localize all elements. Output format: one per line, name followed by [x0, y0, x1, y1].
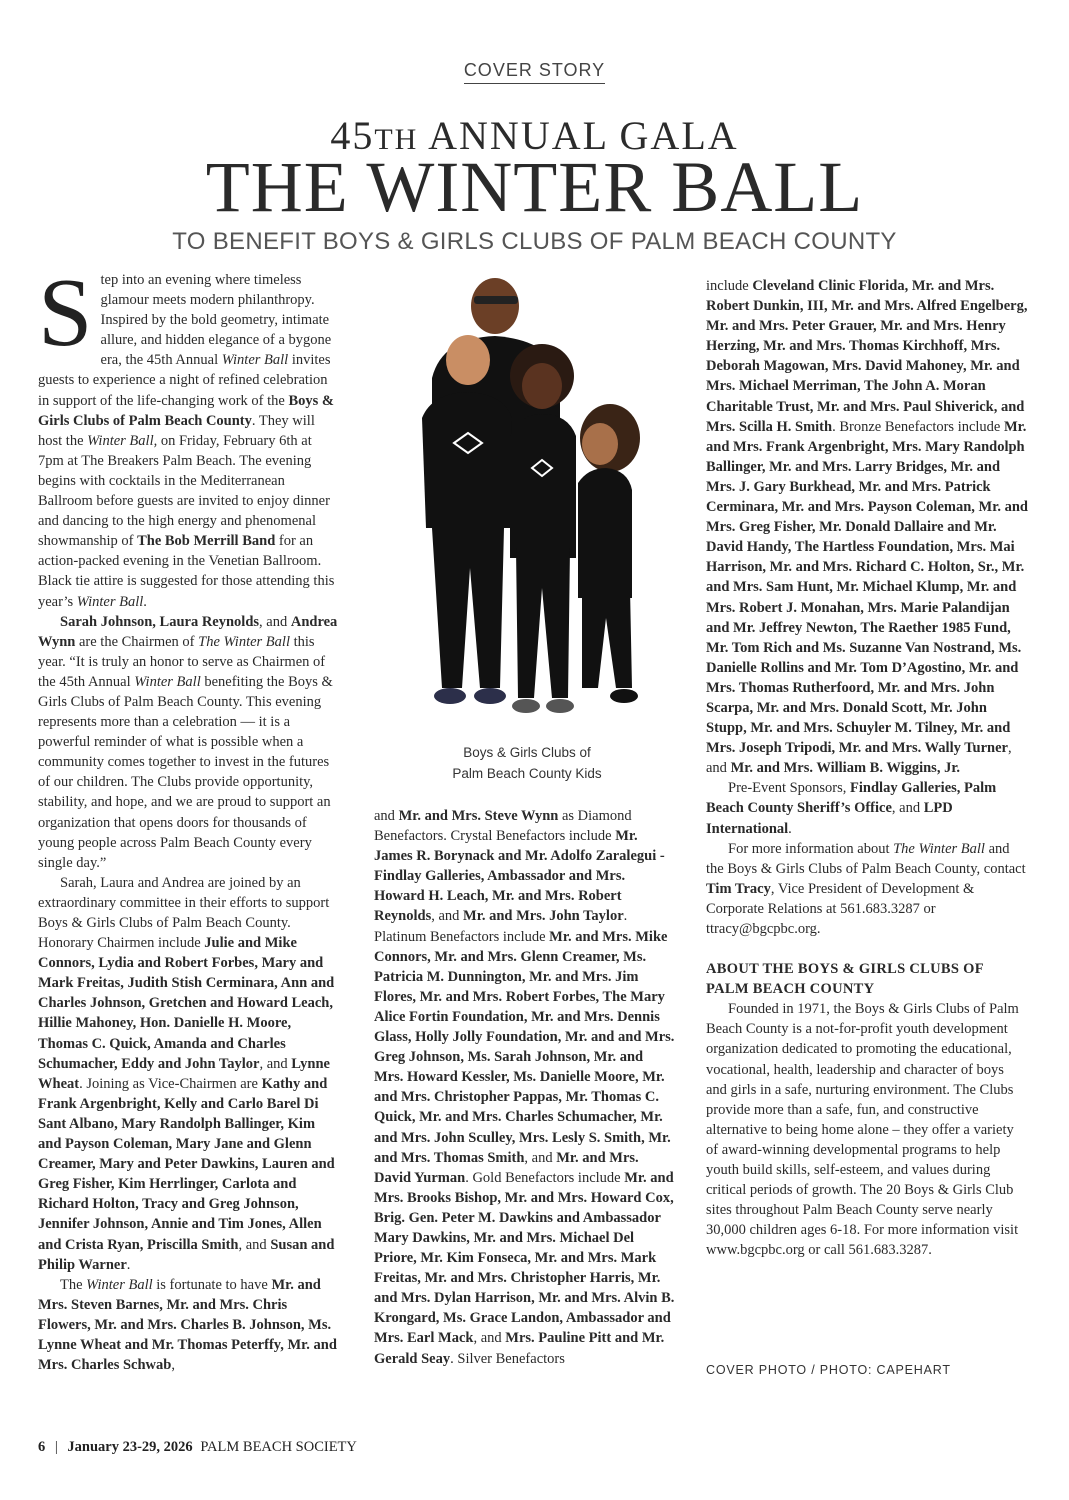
text-run: Pre-Event Sponsors,	[728, 780, 851, 797]
text-run: Winter Ball	[134, 673, 201, 690]
text-run: Kathy and Frank Argenbright, Kelly and Carlo Barel Di Sant Albano, Mary Randolph Ballinger, Kim and Payson Coleman, Mary Jane and Glenn Creamer, Mary and Peter Dawkins, Lauren and Greg Fisher, Kim Herrlinger, Carlota and Richard Holton, Tracy and Greg Johnson, Jennifer Johnson, Annie and Tim Jones, Allen and Crista Ryan, Priscilla Smith	[38, 1075, 335, 1253]
drop-cap: S	[38, 259, 93, 367]
issue-date: January 23-29, 2026	[67, 1439, 193, 1455]
text-run: . They will host the	[38, 412, 315, 449]
headline-main: THE WINTER BALL	[205, 147, 864, 227]
text-run: invites guests to experience a night of refined celebration in support of the life-changing work of the	[38, 352, 331, 409]
text-run: Cleveland Clinic Florida, Mr. and Mrs. Robert Dunkin, III, Mr. and Mrs. Alfred Engelberg, Mr. and Mrs. Peter Grauer, Mr. and Mrs. Henry Herzing, Mr. and Mrs. Thomas Kirchhoff, Mrs. Deborah Magowan, Mrs. David Mahoney, Mr. and Mrs. Michael Merriman, The John A. Moran Charitable Trust, Mr. and Mrs. Paul Shiverick, and Mrs. Scilla H. Smith	[706, 278, 1028, 435]
text-run: Mr. and Mrs. Frank Argenbright, Mrs. Mary Randolph Ballinger, Mr. and Mrs. Larry Bridges, Mr. and Mrs. J. Gary Burkhead, Mr. and Mrs. Patrick Cerminara, Mr. and Mrs. Payson Coleman, Mr. and Mrs. Greg Fisher, Mr. Donald Dallaire and Mr. David Handy, The Hartless Foundation, Mrs. Mai Harrison, Mr. and Mrs. Richard C. Holton, Sr., Mr. and Mrs. Sam Hunt, Mr. Michael Klump, Mr. and Mrs. Robert J. Monahan, Mrs. Marie Palandijan and Mr. Jeffrey Newton, The Raether 1985 Fund, Mr. Tom Rich and Ms. Suzanne Van Nostrand, Ms. Danielle Rollins and Mr. Tom D’Agostino, Mr. and Mrs. Thomas Rutherfoord, Mr. and Mrs. John Scarpa, Mr. and Mrs. Donald Scott, Mr. John Stupp, Mr. and Mrs. Schuyler M. Tilney, Mr. and Mrs. Joseph Tripodi, Mr. and Mrs. Wally Turner	[706, 418, 1028, 757]
text-run: benefiting the Boys & Girls Clubs of Palm Beach County. This evening represents more than a celebration — it is a powerful reminder of what is possible when a community comes together to invest in the futures of our children. The Clubs provide opportunity, stability, and hope, and we are proud to support an organization that opens doors for thousands of young people across Palm Beach County every single day.”	[38, 673, 333, 871]
text-run: , and	[238, 1236, 271, 1253]
text-run: The Winter Ball	[198, 633, 290, 650]
paragraph-silver-bronze	[706, 276, 1028, 778]
text-run: Mr. and Mrs. Steven Barnes, Mr. and Mrs. Chris Flowers, Mr. and Mrs. Charles B. Johnson, Ms. Lynne Wheat and Mr. Thomas Peterffy, Mr. and Mrs. Charles Schwab	[38, 1276, 337, 1374]
paragraph-chairmen	[38, 612, 340, 873]
article-column-3	[706, 276, 1028, 1261]
text-run: this year. “It is truly an honor to serve as Chairmen of the 45th Annual	[38, 633, 326, 690]
text-run: are the Chairmen of	[75, 633, 199, 650]
text-run: LPD International	[706, 800, 953, 837]
paragraph-contact	[706, 839, 1028, 939]
text-run: as Diamond Benefactors. Crystal Benefactors include	[374, 808, 632, 845]
text-run: Lynne Wheat	[38, 1055, 330, 1092]
text-run: . Silver Benefactors	[450, 1350, 565, 1367]
about-paragraph: Founded in 1971, the Boys & Girls Clubs of Palm Beach County is a not-for-profit youth development organization dedicated to promoting the educational, vocational, health, leadership and character of boys and girls in a safe, nurturing environment. The Clubs provide more than a safe, fun, and constructive alternative to being home alone – they offer a variety of award-winning developmental programs to help youth build skills, self-esteem, and values during critical periods of growth. The 20 Boys & Girls Club sites throughout Palm Beach County serve nearly 30,000 children ages 6-18. For more information visit www.bgcpbc.org or call 561.683.3287.	[706, 1001, 1019, 1259]
text-run: tep into an evening where timeless glamour meets modern philanthropy. Inspired by the bold geometry, intimate allure, and hidden elegance of a bygone era, the 45th Annual	[100, 272, 332, 369]
text-run: include	[706, 278, 753, 294]
paragraph-committee	[38, 873, 340, 1275]
text-run: Winter Ball	[76, 593, 144, 610]
children-group-photo-icon	[392, 268, 662, 730]
about-heading: ABOUT THE BOYS & GIRLS CLUBS OF PALM BEACH COUNTY	[706, 961, 984, 998]
headline-annual-gala: ANNUAL GALA	[428, 113, 739, 158]
children-photo	[392, 268, 662, 730]
text-run: is fortunate to have	[152, 1276, 272, 1293]
headline-number: 45	[330, 113, 375, 158]
text-run: for an action-packed evening in the Venetian Ballroom. Black tie attire is suggested for those attending this year’s	[38, 533, 335, 610]
page-footer	[38, 1439, 357, 1456]
text-run: Mr. and Mrs. Brooks Bishop, Mr. and Mrs. Howard Cox, Brig. Gen. Peter M. Dawkins and Ambassador Mary Dawkins, Mr. and Mrs. Michael Del Priore, Mr. Kim Fonseca, Mr. and Mrs. Mark Freitas, Mr. and Mrs. Christopher Harris, Mr. and Mrs. Dylan Harrison, Mr. and Mrs. Alvin B. Krongard, Ms. Grace Landon, Ambassador and Mrs. Earl Mack	[374, 1169, 675, 1347]
text-run: Susan and Philip Warner	[38, 1236, 335, 1273]
text-run: , and	[891, 800, 924, 817]
text-run: Mr. James R. Borynack and Mr. Adolfo Zaralegui - Findlay Galleries, Ambassador and Mrs. Howard H. Leach, Mr. and Mrs. Robert Reynolds	[374, 828, 665, 925]
text-run: , and	[706, 740, 1012, 777]
photo-caption-line-1: Boys & Girls Clubs of	[463, 745, 591, 760]
paragraph-benefactors	[38, 1275, 340, 1375]
text-run: Mr. and Mrs. William B. Wiggins, Jr.	[730, 760, 961, 777]
text-run: Winter Ball,	[87, 432, 158, 449]
paragraph-intro	[38, 259, 340, 612]
text-run: . Platinum Benefactors include	[374, 908, 628, 945]
publication-name: PALM BEACH SOCIETY	[200, 1439, 357, 1455]
text-run: Mr. and Mrs. David Yurman	[374, 1149, 639, 1186]
text-run: Mr. and Mrs. Steve Wynn	[398, 808, 559, 824]
text-run: Mr. and Mrs. John Taylor	[463, 908, 624, 925]
text-run: The Bob Merrill Band	[137, 533, 276, 550]
text-run: .	[788, 820, 792, 837]
footer-separator: |	[54, 1439, 58, 1455]
text-run: ,	[171, 1357, 175, 1374]
text-run: The Winter Ball	[893, 840, 985, 857]
text-run: . Joining as Vice-Chairmen are	[79, 1075, 262, 1092]
section-kicker	[0, 60, 1069, 81]
text-run: .	[126, 1256, 131, 1273]
text-run: Julie and Mike Connors, Lydia and Robert Forbes, Mary and Mark Freitas, Judith Stish Cerminara, Ann and Charles Johnson, Gretchen and Howard Leach, Hillie Mahoney, Hon. Danielle H. Moore, Thomas C. Quick, Amanda and Charles Schumacher, Eddy and John Taylor	[38, 935, 335, 1072]
text-run: , Vice President of Development & Corporate Relations at 561.683.3287 or ttracy@bgcpbc.org.	[706, 880, 975, 937]
text-run: Andrea Wynn	[38, 613, 338, 650]
text-run: , and	[259, 1055, 292, 1072]
section-kicker-label: COVER STORY	[464, 60, 605, 84]
article-column-2	[374, 806, 676, 1369]
text-run: For more information about	[728, 840, 894, 857]
article-column-1	[38, 259, 340, 1375]
text-run: Sarah, Laura and Andrea are joined by an extraordinary committee in their efforts to support Boys & Girls Clubs of Palm Beach County. Honorary Chairmen include	[38, 874, 330, 952]
text-run: .	[143, 593, 147, 610]
text-run: , and	[524, 1149, 557, 1166]
text-run: , and	[473, 1330, 506, 1347]
text-run: Boys & Girls Clubs of Palm Beach County	[38, 392, 334, 429]
text-run: on Friday, February 6th at 7pm at The Breakers Palm Beach. The evening begins with cocktails in the Mediterranean Ballroom before guests are invited to enjoy dinner and dancing to the high energy and phenomenal showmanship of	[38, 432, 330, 550]
text-run: The	[60, 1276, 87, 1293]
text-run: . Gold Benefactors include	[465, 1169, 625, 1186]
page-number: 6	[38, 1439, 46, 1455]
text-run: and the Boys & Girls Clubs of Palm Beach County, contact	[706, 840, 1026, 877]
text-run: Sarah Johnson, Laura Reynolds	[60, 613, 260, 630]
headline-ordinal: TH	[374, 123, 419, 156]
text-run: , and	[259, 613, 291, 630]
photo-caption	[392, 742, 662, 784]
photo-credit: COVER PHOTO / PHOTO: CAPEHART	[706, 1363, 951, 1377]
text-run: and	[374, 808, 399, 824]
text-run: Winter Ball	[86, 1276, 153, 1293]
text-run: Mr. and Mrs. Mike Connors, Mr. and Mrs. Glenn Creamer, Ms. Patricia M. Dunnington, Mr. and Mrs. Jim Flores, Mr. and Mrs. Robert Forbes, The Mary Alice Fortin Foundation, Mr. and Mrs. Dennis Glass, Holly Jolly Foundation, Mr. and and Mrs. Greg Johnson, Ms. Sarah Johnson, Mr. and Mrs. Howard Kessler, Ms. Danielle Moore, Mr. and Mrs. Christopher Pappas, Mr. Thomas C. Quick, Mr. and Mrs. Charles Schumacher, Mr. and Mrs. John Sculley, Mrs. Lesly S. Smith, Mr. and Mrs. Thomas Smith	[374, 928, 675, 1166]
paragraph-sponsors	[706, 778, 1028, 838]
text-run: Findlay Galleries, Palm Beach County Sheriff’s Office	[706, 780, 997, 817]
text-run: Winter Ball	[221, 352, 289, 369]
text-run: . Bronze Benefactors include	[832, 418, 1004, 435]
photo-caption-line-2: Palm Beach County Kids	[452, 766, 602, 781]
text-run: Tim Tracy	[706, 880, 771, 897]
text-run: , and	[431, 908, 464, 925]
text-run: Mrs. Pauline Pitt and Mr. Gerald Seay	[374, 1330, 665, 1367]
paragraph-benefactors-cont	[374, 806, 676, 1369]
headline-subtitle: TO BENEFIT BOYS & GIRLS CLUBS OF PALM BEACH COUNTY	[172, 228, 897, 255]
